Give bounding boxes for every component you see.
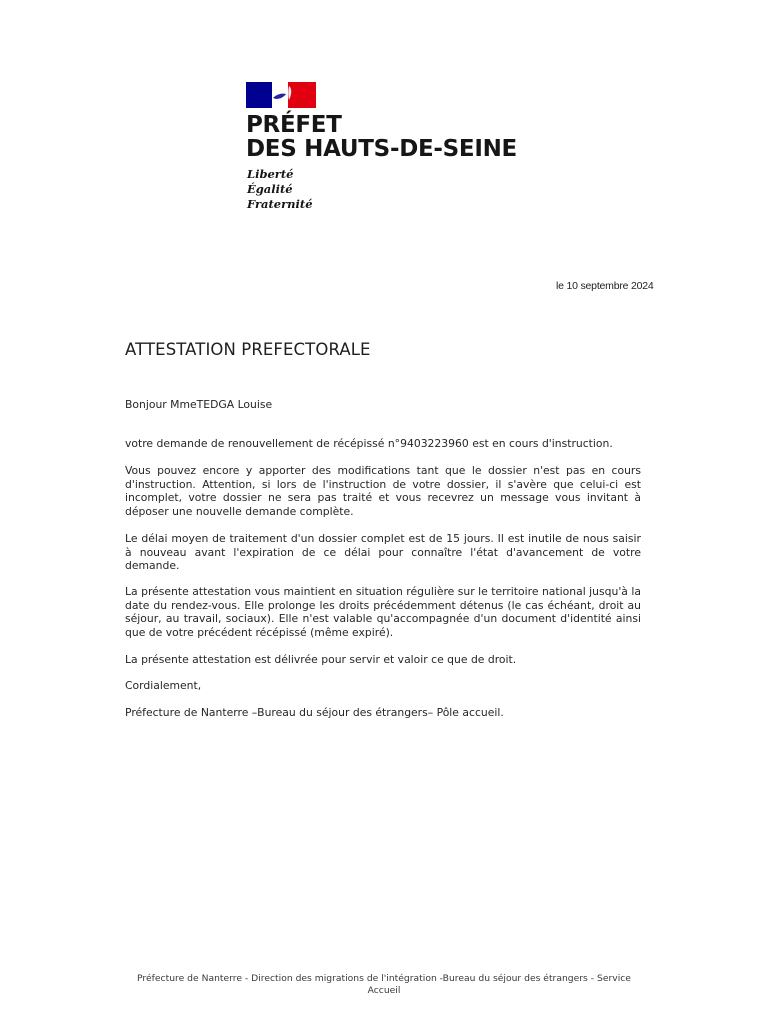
paragraph-validity: La présente attestation est délivrée pour servir et valoir ce que de droit. — [125, 653, 517, 666]
prefet-title: PRÉFET — [246, 112, 342, 138]
motto-egalite: Égalité — [247, 182, 293, 196]
signature: Préfecture de Nanterre –Bureau du séjour des étrangers– Pôle accueil. — [125, 706, 504, 719]
page-footer: Préfecture de Nanterre - Direction des migrations de l'intégration -Bureau du séjour des étrangers - Service Accueil — [137, 973, 631, 996]
paragraph-legal-status: La présente attestation vous maintient en situation régulière sur le territoire national jusqu'à la date du rendez-vous. Elle prolonge les droits précédemment détenus (le cas échéant, droit au séjour, au travail, sociaux). Elle n'est valable qu'accompagnée d'un document d'identité ainsi que de votre précédent récépissé (même expiré). — [125, 585, 641, 639]
department-name: DES HAUTS-DE-SEINE — [246, 136, 517, 162]
motto-fraternite: Fraternité — [247, 197, 313, 211]
paragraph-status: votre demande de renouvellement de récépissé n°9403223960 est en cours d'instruction. — [125, 437, 613, 450]
motto-liberte: Liberté — [247, 167, 294, 181]
document-date: le 10 septembre 2024 — [556, 280, 654, 292]
paragraph-modifications: Vous pouvez encore y apporter des modifications tant que le dossier n'est pas en cours d'instruction. Attention, si lors de l'instruction de votre dossier, il s'avère que celui-ci est incomplet, votre dossier ne sera pas traité et vous recevrez un message vous invitant à déposer une nouvelle demande complète. — [125, 464, 641, 518]
document-title: ATTESTATION PREFECTORALE — [125, 340, 371, 359]
prefecture-logo — [246, 82, 536, 222]
closing: Cordialement, — [125, 679, 202, 692]
republic-flag-emblem — [246, 82, 316, 108]
paragraph-processing-delay: Le délai moyen de traitement d'un dossier complet est de 15 jours. Il est inutile de nous saisir à nouveau avant l'expiration de ce délai pour connaître l'état d'avancement de votre demande. — [125, 532, 641, 572]
greeting: Bonjour MmeTEDGA Louise — [125, 398, 273, 411]
